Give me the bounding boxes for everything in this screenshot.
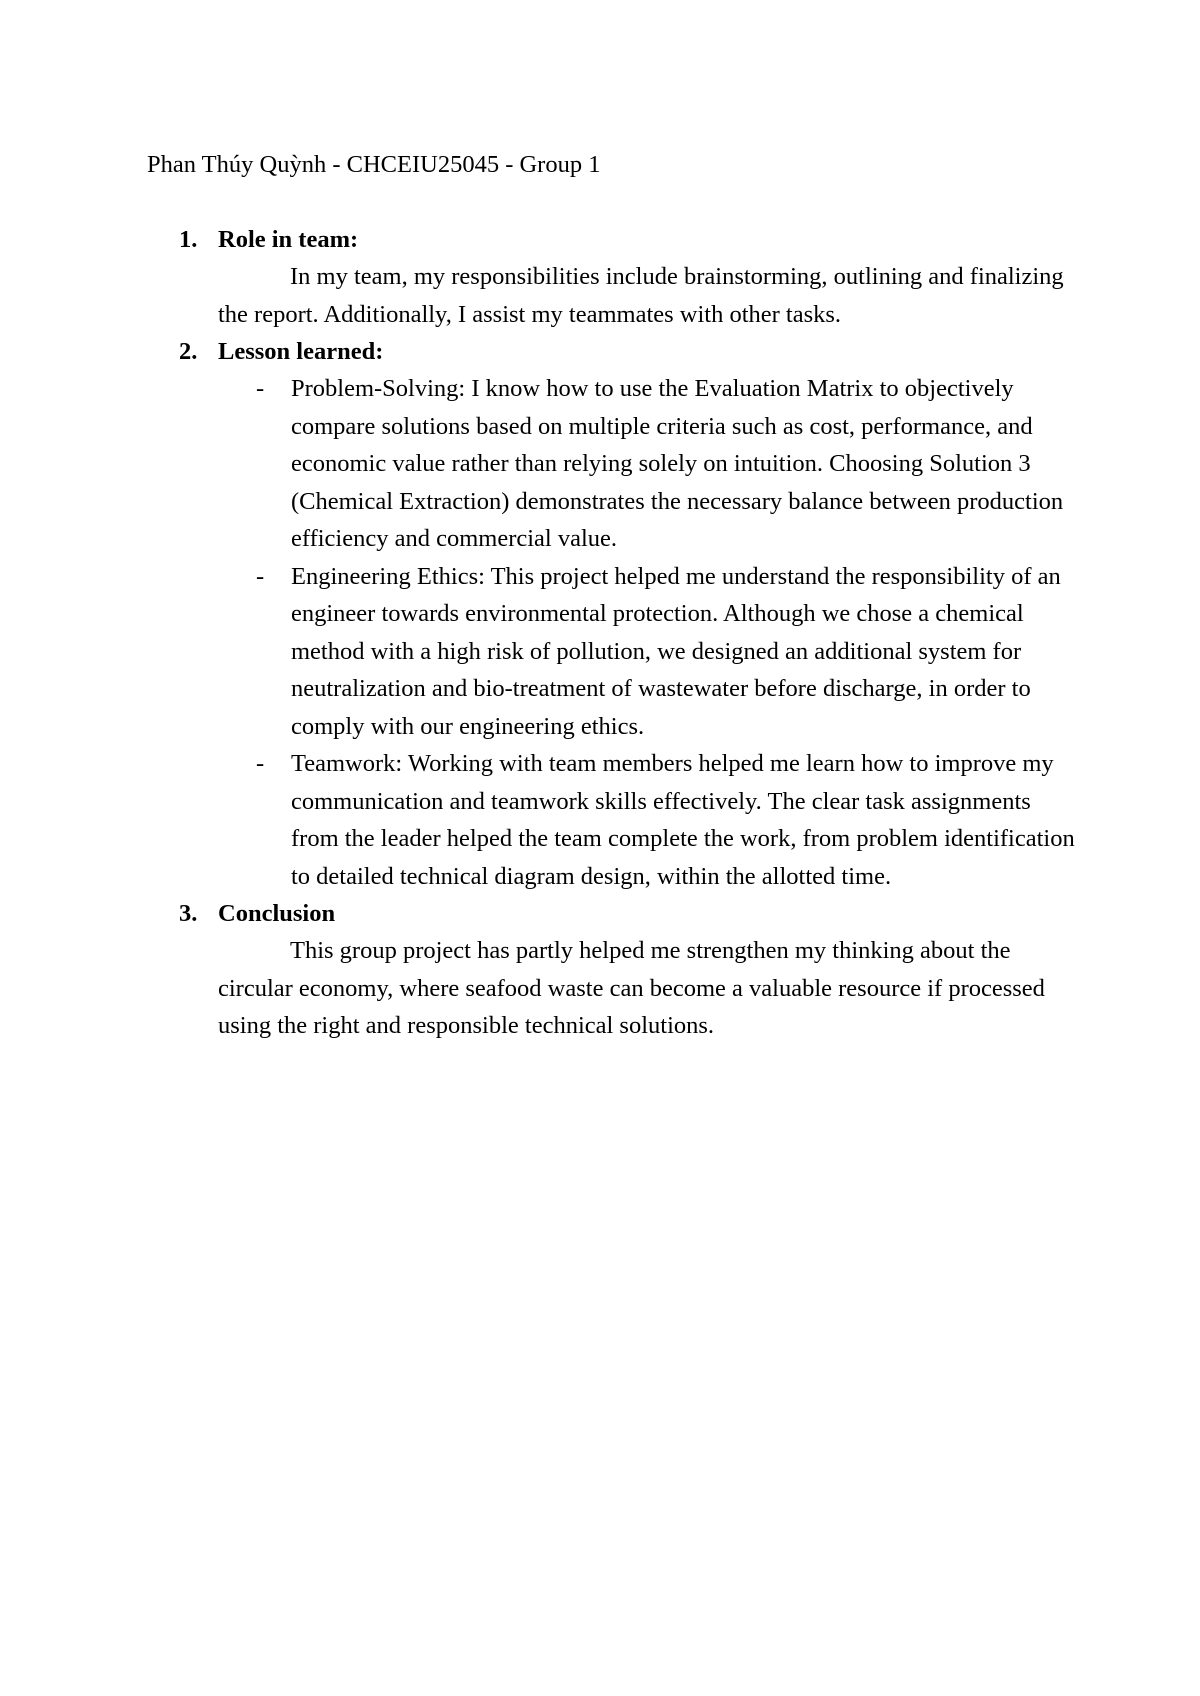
section-title: Lesson learned: xyxy=(218,338,384,365)
author-header: Phan Thúy Quỳnh - CHCEIU25045 - Group 1 xyxy=(147,151,601,178)
bullet-marker: - xyxy=(256,562,265,590)
bullet-text: Teamwork: Working with team members helped me learn how to improve my communication and teamwork skills effectively. The clear task assignments from the leader helped the team complete the work, from problem identification to detailed technical diagram design, within the allotted time. xyxy=(291,750,1075,890)
section-role-in-team xyxy=(0,221,1200,333)
section-paragraph: In my team, my responsibilities include brainstorming, outlining and finalizing the report. Additionally, I assist my teammates with other tasks. xyxy=(218,263,1064,328)
bullet-problem-solving xyxy=(256,370,1081,558)
section-title: Role in team: xyxy=(218,226,359,253)
lesson-bullet-list xyxy=(0,370,1200,895)
section-number: 3. xyxy=(179,900,198,927)
bullet-marker: - xyxy=(256,375,265,402)
bullet-text: Problem-Solving: I know how to use the Evaluation Matrix to objectively compare solutions based on multiple criteria such as cost, performance, and economic value rather than relying solely on intuition. Choosing Solution 3 (Chemical Extraction) demonstrates the necessary balance between production efficiency and commercial value. xyxy=(291,375,1064,552)
section-heading xyxy=(0,333,1200,370)
section-lesson-learned xyxy=(0,333,1200,895)
section-number: 1. xyxy=(179,226,198,253)
section-heading xyxy=(0,221,1200,258)
section-number: 2. xyxy=(179,338,198,365)
section-title: Conclusion xyxy=(218,900,336,927)
bullet-engineering-ethics xyxy=(256,558,1081,746)
section-paragraph: This group project has partly helped me strengthen my thinking about the circular economy, where seafood waste can become a valuable resource if processed using the right and responsible technical solutions. xyxy=(218,937,1045,1039)
section-heading xyxy=(0,895,1200,932)
bullet-text: Engineering Ethics: This project helped me understand the responsibility of an engineer towards environmental protection. Although we chose a chemical method with a high risk of pollution, we designed an additional system for neutralization and bio-treatment of wastewater before discharge, in order to comply with our engineering ethics. xyxy=(291,562,1061,740)
section-conclusion xyxy=(0,895,1200,1045)
bullet-marker: - xyxy=(256,750,265,777)
document-body xyxy=(0,221,1200,1045)
bullet-teamwork xyxy=(256,745,1081,895)
